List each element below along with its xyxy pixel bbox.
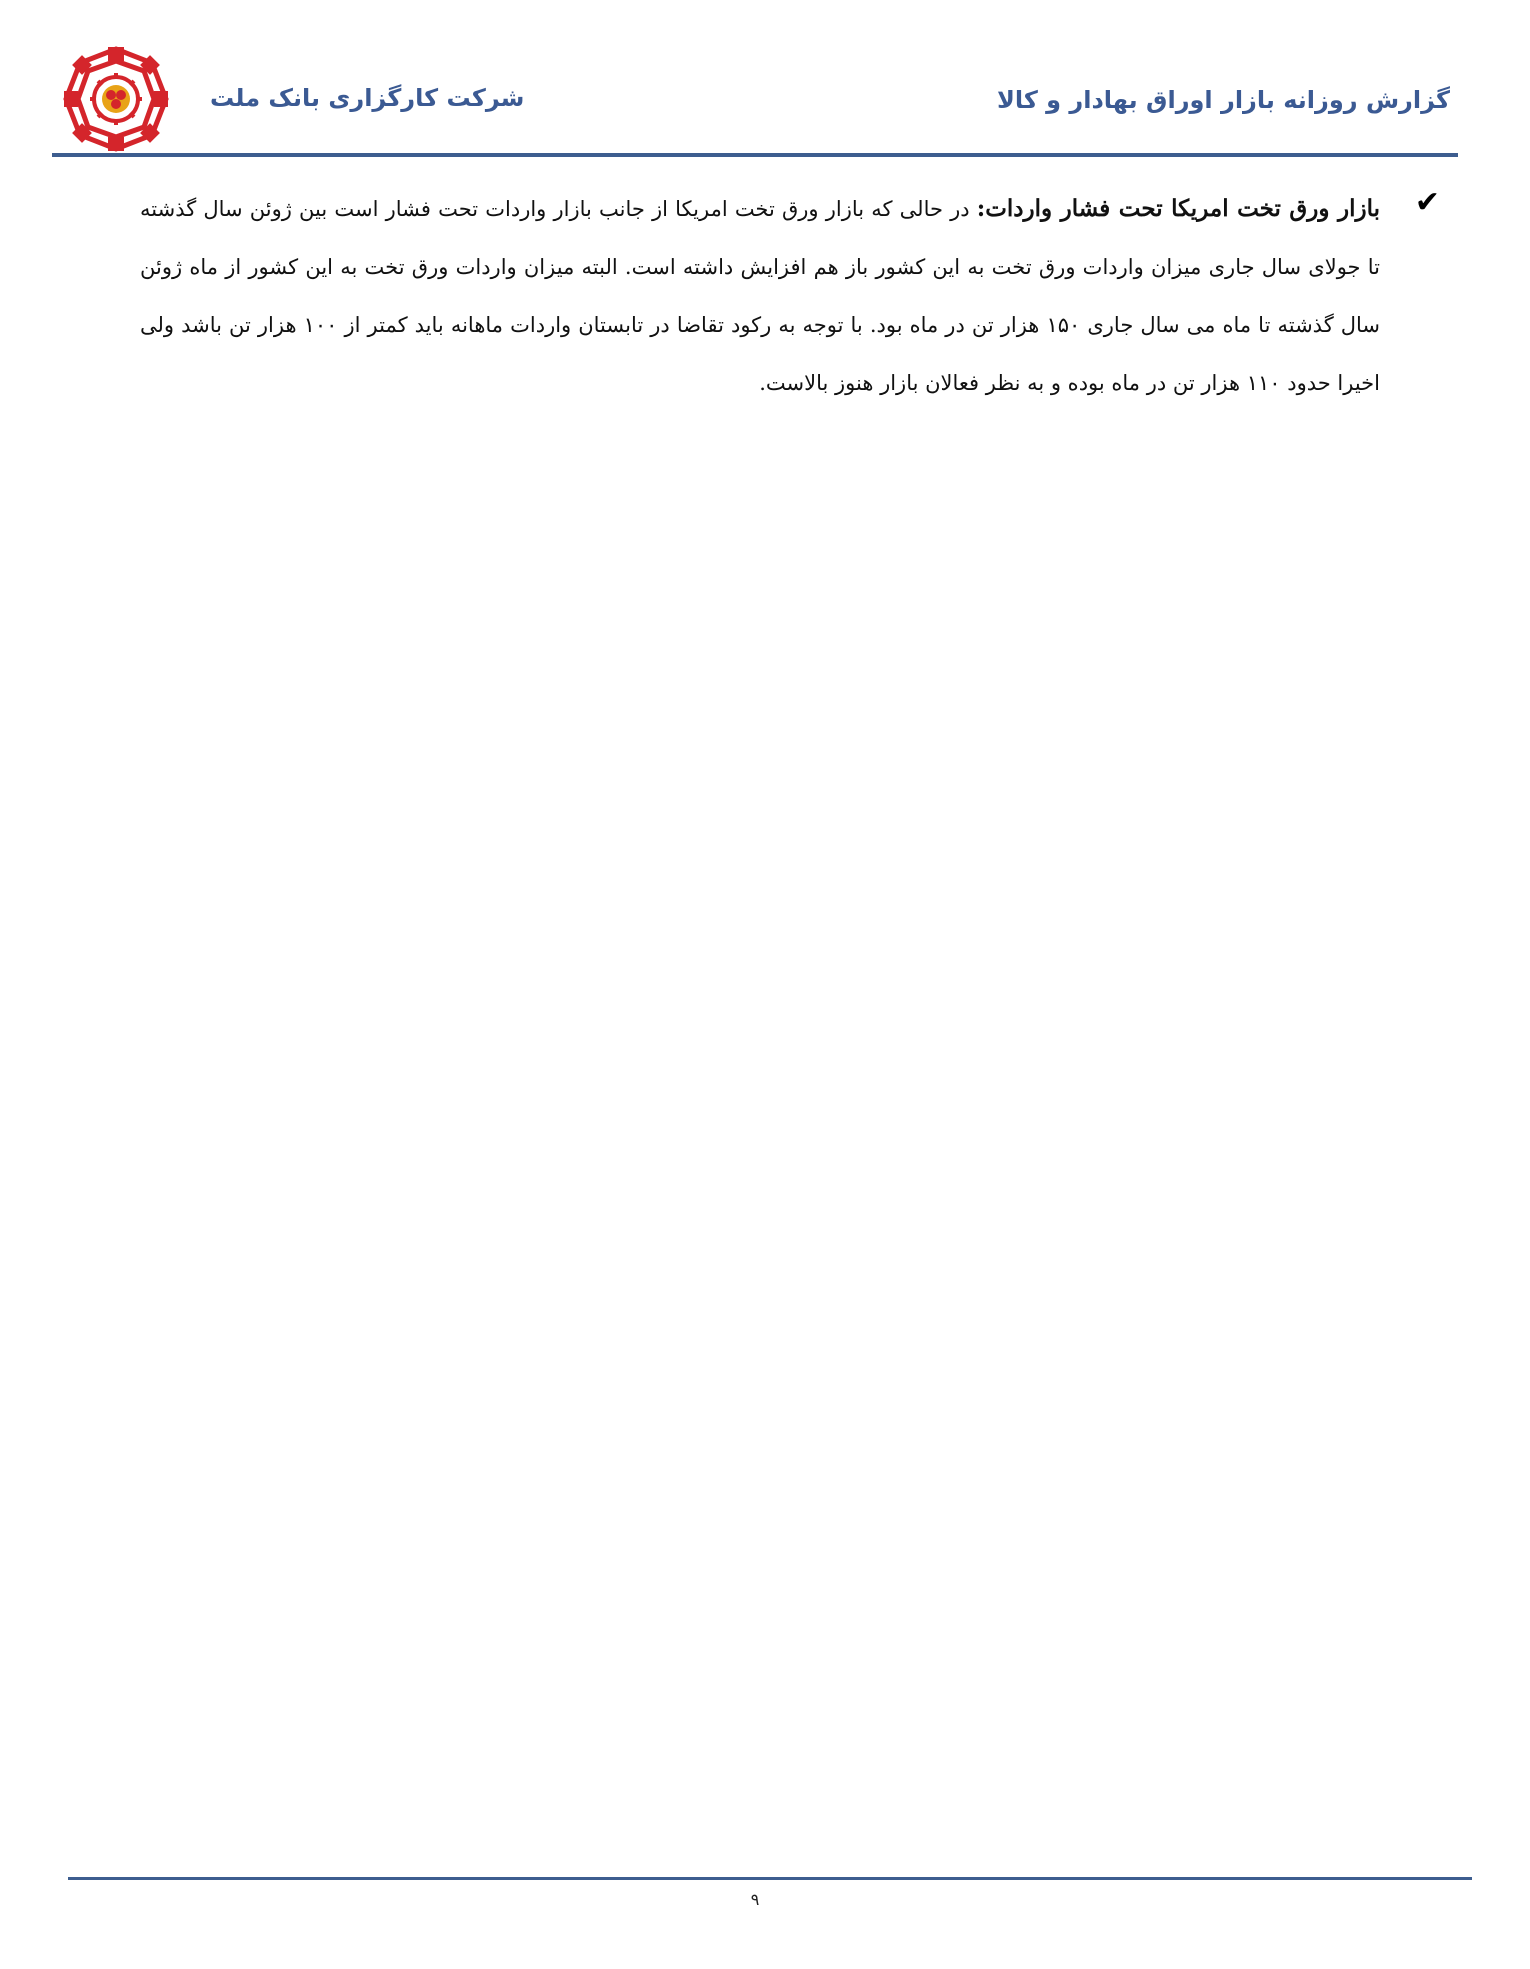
page-number: ۹ — [750, 1890, 760, 1909]
page-header — [50, 40, 1450, 155]
header-divider — [52, 153, 1458, 157]
paragraph-lead: بازار ورق تخت امریکا تحت فشار واردات: — [976, 195, 1380, 222]
check-mark-icon: ✔ — [1414, 185, 1440, 220]
bank-mellat-logo-icon — [62, 45, 170, 153]
article-paragraph — [140, 180, 1380, 412]
footer-divider — [68, 1877, 1472, 1880]
report-title: گزارش روزانه بازار اوراق بهادار و کالا — [996, 86, 1450, 114]
paragraph-body: در حالی که بازار ورق تخت امریکا از جانب بازار واردات تحت فشار است بین ژوئن سال گذشته تا جولای سال جاری میزان واردات ورق تخت به این کشور باز هم افزایش داشته است. البته میزان واردات ورق تخت به این کشور از ماه ژوئن سال گذشته تا ماه می سال جاری ۱۵۰ هزار تن در ماه بود. با توجه به رکود تقاضا در تابستان واردات ماهانه باید کمتر از ۱۰۰ هزار تن باشد ولی اخیرا حدود ۱۱۰ هزار تن در ماه بوده و به نظر فعالان بازار هنوز بالاست. — [140, 197, 1380, 395]
company-name: شرکت کارگزاری بانک ملت — [210, 84, 525, 112]
